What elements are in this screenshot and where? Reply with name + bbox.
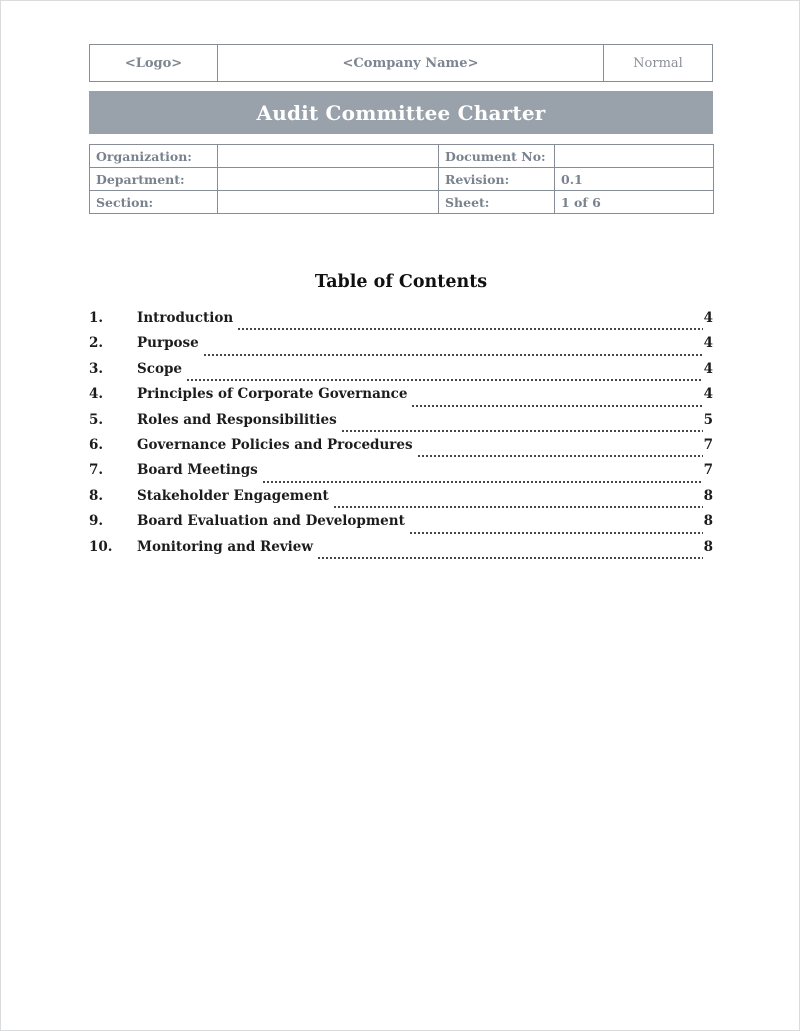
toc-entry-number: 6. (89, 436, 104, 453)
toc-entry-page: 8 (703, 538, 713, 555)
toc-dot-leader (317, 556, 703, 560)
toc-entry-title: Monitoring and Review (137, 538, 314, 555)
toc-entry-title: Governance Policies and Procedures (137, 436, 413, 453)
section-label: Section: (90, 191, 218, 214)
toc-entry-number: 10. (89, 538, 113, 555)
toc-entry-number: 9. (89, 513, 104, 530)
toc-heading: Table of Contents (314, 272, 488, 292)
toc-entry-title: Roles and Responsibilities (137, 411, 337, 428)
toc-dot-leader (409, 531, 703, 535)
info-row-section (90, 191, 714, 214)
toc-entry-title: Board Evaluation and Development (137, 513, 405, 530)
toc-entry-page: 8 (703, 513, 713, 530)
document-title-banner (89, 91, 713, 134)
toc-list (89, 310, 713, 564)
document-no-value (555, 145, 714, 168)
toc-entry-governance-policies-and-procedures (89, 437, 713, 462)
info-row-department (90, 168, 714, 191)
toc-entry-scope (89, 361, 713, 386)
toc-entry-title: Introduction (137, 310, 234, 326)
toc-entry-page: 4 (703, 335, 713, 352)
toc-entry-page: 7 (703, 436, 713, 453)
toc-dot-leader (417, 454, 703, 458)
toc-entry-stakeholder-engagement (89, 488, 713, 513)
toc-entry-number: 8. (89, 487, 104, 504)
toc-entry-number: 7. (89, 462, 104, 479)
toc-dot-leader (186, 378, 703, 382)
toc-entry-number: 3. (89, 360, 104, 377)
toc-dot-leader (203, 353, 703, 357)
sheet-value: 1 of 6 (555, 191, 714, 214)
toc-dot-leader (237, 327, 702, 331)
company-name-placeholder: <Company Name> (218, 45, 604, 81)
toc-entry-title: Board Meetings (137, 462, 258, 479)
toc-entry-page: 4 (703, 360, 713, 377)
toc-entry-title: Stakeholder Engagement (137, 487, 329, 504)
toc-entry-introduction (89, 310, 713, 335)
classification-label: Normal (633, 55, 683, 71)
toc-entry-page: 8 (703, 487, 713, 504)
toc-entry-page: 4 (703, 386, 713, 403)
toc-dot-leader (411, 404, 702, 408)
toc-dot-leader (333, 505, 703, 509)
toc-dot-leader (262, 480, 703, 484)
sheet-label: Sheet: (439, 191, 555, 214)
document-title: Audit Committee Charter (256, 100, 546, 125)
toc-entry-page: 4 (703, 310, 713, 326)
toc-entry-title: Purpose (137, 335, 199, 352)
document-header-table (89, 44, 713, 82)
toc-entry-title: Principles of Corporate Governance (137, 386, 408, 403)
revision-label: Revision: (439, 168, 555, 191)
toc-entry-board-evaluation-and-development (89, 513, 713, 538)
info-row-organization (90, 145, 714, 168)
department-label: Department: (90, 168, 218, 191)
department-value (218, 168, 439, 191)
toc-entry-board-meetings (89, 462, 713, 487)
toc-entry-number: 1. (89, 310, 104, 326)
revision-value: 0.1 (555, 168, 714, 191)
toc-entry-monitoring-and-review (89, 539, 713, 564)
organization-label: Organization: (90, 145, 218, 168)
document-info-table (89, 144, 714, 214)
toc-entry-number: 5. (89, 411, 104, 428)
toc-entry-purpose (89, 335, 713, 360)
toc-entry-page: 7 (703, 462, 713, 479)
toc-entry-page: 5 (703, 411, 713, 428)
document-no-label: Document No: (439, 145, 555, 168)
toc-entry-roles-and-responsibilities (89, 412, 713, 437)
toc-entry-principles-of-corporate-governance (89, 386, 713, 411)
organization-value (218, 145, 439, 168)
toc-entry-number: 2. (89, 335, 104, 352)
toc-entry-title: Scope (137, 360, 183, 377)
toc-dot-leader (341, 429, 703, 433)
page-content (89, 44, 713, 564)
logo-placeholder: <Logo> (90, 45, 218, 81)
toc-entry-number: 4. (89, 386, 104, 403)
section-value (218, 191, 439, 214)
